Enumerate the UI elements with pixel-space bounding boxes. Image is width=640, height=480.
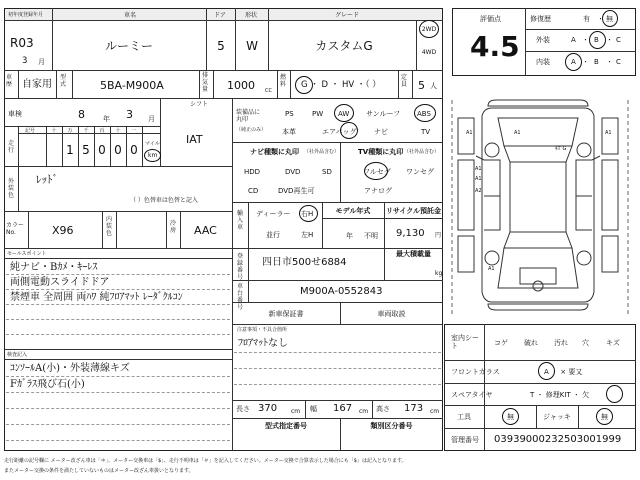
import-label: 輸入車 bbox=[237, 210, 244, 231]
tv-oneseg: ワンセグ bbox=[406, 168, 434, 176]
first-reg-year: R03 bbox=[10, 36, 34, 50]
first-reg-month-unit: 月 bbox=[38, 58, 45, 66]
car-name-value: ルーミー bbox=[104, 39, 153, 53]
diagram-label-6: A2 bbox=[475, 188, 482, 194]
tv-title: TV種類に丸印 bbox=[358, 148, 404, 156]
mileage-code-label: 記号 bbox=[25, 128, 36, 134]
seat-hole: 穴 bbox=[582, 339, 589, 347]
navi-dvd: DVD bbox=[285, 168, 301, 176]
equipment-sub-label: （純正のみ） bbox=[236, 127, 267, 133]
diagram-label-4: A1 bbox=[475, 166, 482, 172]
equip-aw: AW bbox=[338, 110, 350, 118]
manual-doc: 車両取説 bbox=[377, 310, 406, 318]
max-load-label: 最大積載量 bbox=[396, 250, 431, 258]
chassis-value: M900A-0552843 bbox=[300, 286, 383, 297]
registration-value: 四日市500せ6884 bbox=[262, 257, 347, 268]
int-opt-a: A bbox=[571, 58, 576, 66]
shape-value: W bbox=[246, 39, 258, 53]
length-value: 370 bbox=[258, 403, 278, 414]
ext-opt-dot2: ・ bbox=[606, 36, 613, 44]
drive-top: 2WD bbox=[421, 26, 437, 33]
model-year-label: モデル年式 bbox=[335, 207, 371, 215]
import-right: 右H bbox=[301, 210, 314, 218]
equipment-label: 装備品に丸印 bbox=[236, 109, 261, 123]
door-label: ドア bbox=[214, 12, 226, 19]
shift-value: IAT bbox=[186, 133, 203, 146]
equip-ps: PS bbox=[285, 110, 294, 118]
import-parallel: 並行 bbox=[266, 231, 280, 239]
exterior-color: ﾚｯﾄﾞ bbox=[36, 173, 58, 186]
navi-cd: CD bbox=[248, 187, 259, 195]
diagram-label-1: A1 bbox=[466, 130, 473, 136]
grade-label: グレード bbox=[334, 12, 359, 19]
diagram-label-2: A1 bbox=[514, 130, 521, 136]
model-code: 5BA-M900A bbox=[100, 79, 164, 92]
diagram-label-5: A1 bbox=[475, 176, 482, 182]
navi-title: ナビ種類に丸印 bbox=[250, 148, 299, 156]
spare-tire-label: スペアタイヤ bbox=[451, 391, 493, 399]
tv-analog: アナログ bbox=[364, 187, 392, 195]
car-name-label: 車名 bbox=[123, 12, 136, 19]
repair-opt-none: 無 bbox=[606, 15, 613, 23]
fuel-options: G ・ D ・ HV ・（ ） bbox=[301, 80, 381, 90]
navi-dvd-play: DVD再生可 bbox=[278, 187, 315, 195]
footer-line-1: 走行距離の記号欄に メーター改ざん車は「＊」、メーター交換車は「$」、走行不明車は「＃」を記入してください。メーター交換で合算表示した場合にも「$」は記入となります。 bbox=[4, 458, 407, 464]
tv-sub: （社外品含む） bbox=[404, 149, 440, 155]
inspector-line-1: ｺﾝｿｰﾙA(小)・外装薄線キズ bbox=[10, 363, 130, 374]
sales-point-2: 両側電動スライドドア bbox=[10, 277, 110, 288]
inspection-label: 車検 bbox=[8, 110, 22, 118]
category-number-label: 類別区分番号 bbox=[370, 422, 413, 430]
warranty-doc: 新車保証書 bbox=[268, 310, 304, 318]
usage-label: 車歴 bbox=[6, 74, 13, 88]
tv-fullseg: フルセグ bbox=[363, 168, 391, 176]
mileage-label: 走行 bbox=[8, 140, 15, 154]
displacement-value: 1000 bbox=[227, 79, 255, 92]
interior-seat-label: 室内シート bbox=[451, 334, 479, 350]
navi-sub: （社外品含む） bbox=[304, 149, 340, 155]
inspector-line-2: Fｶﾞﾗｽ飛び石(小) bbox=[10, 379, 85, 390]
registration-label: 登録番号 bbox=[237, 253, 244, 281]
diagram-label-7: A1 bbox=[488, 266, 495, 272]
notes-line-1: ﾌﾛｱﾏｯﾄなし bbox=[238, 338, 288, 349]
capacity-label: 定員 bbox=[401, 74, 408, 88]
shift-label: シフト bbox=[190, 101, 209, 108]
drive-bottom: 4WD bbox=[421, 49, 437, 56]
repair-opt-dot: ・ bbox=[597, 15, 604, 23]
score-label: 評価点 bbox=[480, 15, 501, 23]
interior-grade-label: 内装 bbox=[536, 58, 550, 66]
height-value: 173 bbox=[404, 403, 424, 414]
color-no-value: X96 bbox=[52, 224, 74, 237]
color-no-label: カラーNo. bbox=[6, 222, 25, 236]
width-value: 167 bbox=[333, 403, 353, 414]
mileage-digit-1: 1 bbox=[66, 143, 74, 157]
max-load-kg: kg bbox=[435, 270, 443, 277]
equip-tv: TV bbox=[421, 128, 431, 136]
diagram-label-8: ｷｽﾞG bbox=[555, 146, 567, 152]
notes-label: 注意事項・不具合箇所 bbox=[237, 327, 288, 333]
mileage-digit-5: 0 bbox=[130, 143, 138, 157]
equip-sunroof: サンルーフ bbox=[366, 110, 401, 118]
ext-opt-a: A bbox=[571, 36, 576, 44]
inspector-label: 検査記入 bbox=[7, 352, 28, 358]
exterior-grade-label: 外装 bbox=[536, 36, 550, 44]
equip-leather: 本革 bbox=[282, 128, 296, 136]
type-label: 型式 bbox=[60, 74, 67, 88]
displacement-label: 排気量 bbox=[202, 72, 209, 93]
management-label: 管理番号 bbox=[451, 436, 479, 444]
seat-burn: コゲ bbox=[494, 339, 508, 347]
type-designation-label: 型式指定番号 bbox=[265, 422, 307, 430]
front-glass-label: フロントガラス bbox=[451, 368, 500, 376]
digit-header-3: 百 bbox=[99, 128, 105, 134]
usage-value: 自家用 bbox=[22, 79, 52, 90]
equip-navi: ナビ bbox=[374, 128, 388, 136]
first-reg-label: 初年度登録年月 bbox=[8, 12, 44, 18]
inspection-month: 3 bbox=[126, 108, 133, 121]
length-label: 長さ bbox=[236, 405, 250, 413]
jack-label: ジャッキ bbox=[543, 413, 571, 421]
int-opt-b: B bbox=[594, 58, 599, 66]
int-opt-dot2: ・ bbox=[606, 58, 613, 66]
sales-point-1: 純ナビ・Bｶﾒ・ｷｰﾚｽ bbox=[10, 262, 98, 273]
inspection-year: 8 bbox=[78, 108, 85, 121]
front-glass-options: A ・ × 要又 bbox=[544, 368, 583, 376]
digit-header-1: 万 bbox=[67, 128, 73, 134]
mile-label: マイル bbox=[145, 141, 160, 147]
first-reg-month: 3 bbox=[22, 56, 28, 66]
height-label: 高さ bbox=[376, 405, 390, 413]
tools-label: 工具 bbox=[457, 413, 471, 421]
digit-header-5: 一 bbox=[131, 128, 137, 134]
ac-value: AAC bbox=[194, 224, 217, 237]
seat-tear: 破れ bbox=[524, 339, 538, 347]
width-cm: cm bbox=[359, 408, 369, 415]
fuel-label: 燃料 bbox=[280, 74, 287, 88]
model-year-value: 不明 bbox=[364, 232, 378, 240]
footer-line-2: またメーター交換の条件を満たしていないものはメーター改ざん車扱いとなります。 bbox=[4, 468, 194, 474]
interior-color-label: 内装色 bbox=[106, 216, 113, 237]
ext-opt-b: B bbox=[594, 36, 599, 44]
tools-value: 無 bbox=[507, 413, 514, 421]
recycle-unit: 円 bbox=[435, 232, 442, 239]
equip-abs: ABS bbox=[417, 110, 431, 118]
equip-pw: PW bbox=[312, 110, 324, 118]
inspection-month-unit: 月 bbox=[148, 115, 155, 123]
model-year-unit: 年 bbox=[346, 232, 353, 240]
inspection-year-unit: 年 bbox=[103, 115, 110, 123]
sales-points-label: セールスポイント bbox=[7, 251, 47, 257]
km-label: km bbox=[148, 152, 158, 159]
diagram-label-3: A1 bbox=[605, 130, 612, 136]
mileage-digit-2: 5 bbox=[82, 143, 90, 157]
navi-hdd: HDD bbox=[244, 168, 261, 176]
spare-tire-options: T ・ 修理KIT ・ 欠 bbox=[530, 391, 590, 399]
length-cm: cm bbox=[291, 408, 301, 415]
height-cm: cm bbox=[430, 408, 440, 415]
ac-label: 冷房 bbox=[170, 220, 177, 234]
exterior-label: 外装色 bbox=[8, 178, 15, 199]
equip-airbag: エアバッグ bbox=[322, 128, 357, 136]
capacity-value: 5 bbox=[418, 79, 425, 92]
seat-scratch: キズ bbox=[606, 339, 620, 347]
mileage-digit-4: 0 bbox=[114, 143, 122, 157]
repair-opt-yes: 有 bbox=[583, 15, 590, 23]
sales-point-3: 禁煙車 全周囲 両ﾊﾜ 純ﾌﾛｱﾏｯﾄ ﾚｰﾀﾞｸﾙｺﾝ bbox=[10, 292, 183, 303]
recycle-label: リサイクル預託金 bbox=[385, 207, 442, 215]
int-opt-dot1: ・ bbox=[582, 58, 589, 66]
grade-value: カスタムG bbox=[315, 39, 373, 53]
mileage-digit-3: 0 bbox=[98, 143, 106, 157]
digit-header-0: 十 bbox=[51, 128, 57, 134]
repair-label: 修復歴 bbox=[530, 15, 551, 23]
int-opt-c: C bbox=[616, 58, 621, 66]
ext-opt-dot1: ・ bbox=[582, 36, 589, 44]
score-value: 4.5 bbox=[470, 30, 520, 63]
doors-value: 5 bbox=[217, 39, 225, 53]
jack-value: 無 bbox=[601, 413, 608, 421]
management-value: 03939000232503001999 bbox=[494, 434, 622, 445]
import-dealer: ディーラー bbox=[256, 210, 291, 218]
recycle-value: 9,130 bbox=[396, 228, 425, 239]
width-label: 幅 bbox=[310, 405, 317, 413]
seat-stain: 汚れ bbox=[554, 339, 568, 347]
shape-label: 形状 bbox=[244, 12, 257, 19]
cc-label: CC bbox=[265, 88, 272, 94]
ext-opt-c: C bbox=[616, 36, 621, 44]
digit-header-4: 十 bbox=[115, 128, 121, 134]
spare-missing-circle bbox=[606, 385, 623, 403]
capacity-unit: 人 bbox=[430, 82, 437, 90]
digit-header-2: 千 bbox=[83, 128, 89, 134]
import-left: 左H bbox=[301, 231, 314, 239]
chassis-label: 車台番号 bbox=[237, 283, 244, 311]
exterior-note: （ ）色替車は色替と記入 bbox=[130, 197, 198, 204]
navi-sd: SD bbox=[322, 168, 332, 176]
